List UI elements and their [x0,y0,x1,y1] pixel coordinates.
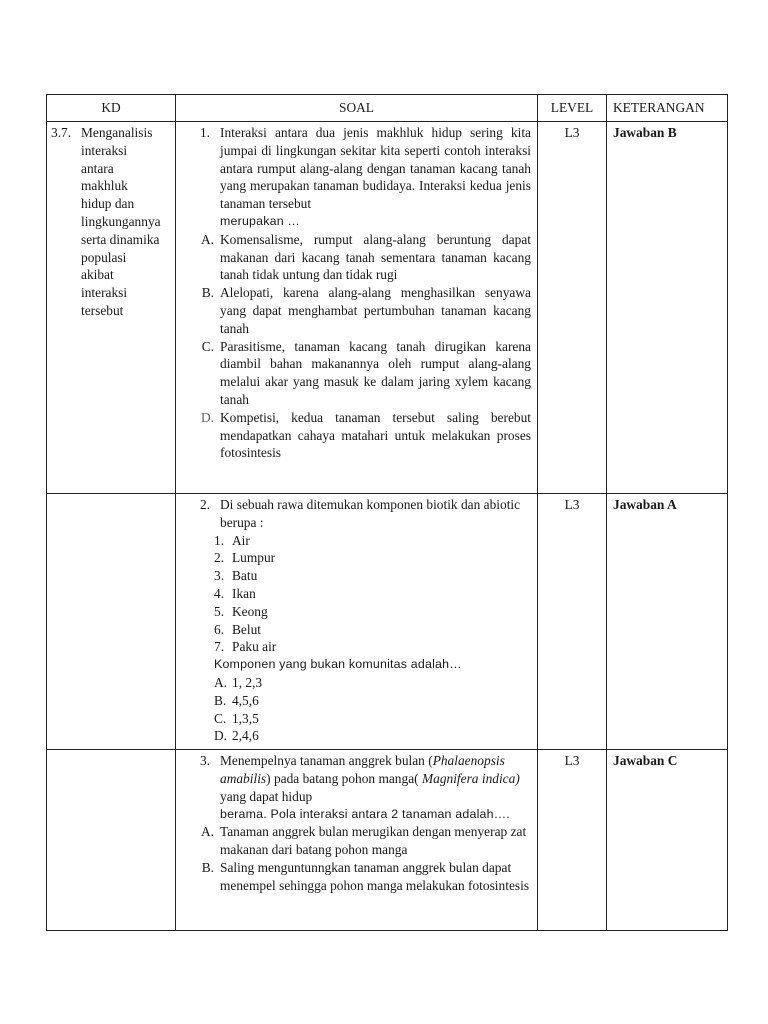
list-item: 2. Lumpur [214,550,276,566]
level-cell: L3 [538,750,607,931]
keterangan-cell: Jawaban C [607,750,728,931]
option-b [194,284,531,337]
option-b: B. 4,5,6 [214,692,259,708]
kd-line: Menganalisis [81,125,153,140]
option-b [194,859,531,895]
kd-line: akibat [81,267,114,283]
question-text: Di sebuah rawa ditemukan komponen biotik dan abiotic berupa : [220,497,521,530]
level-cell: L3 [538,494,607,750]
kd-line: populasi [81,249,127,265]
kd-line: serta dinamika [81,231,160,247]
list-item: 7. Paku air [214,639,277,655]
option-list [214,674,531,745]
option-d: D. 2,4,6 [214,728,259,744]
question-text: Interaksi antara dua jenis makhluk hidup sering kita jumpai di lingkungan sekitar kita seperti contoh interaksi antara rumput alang-alang dengan tanaman kacang tanah yang merupakan tanaman budidaya. Interaksi kedua jenis tanaman tersebut [220,125,531,212]
question-text: Menempelnya tanaman anggrek bulan (Phalaenopsis amabilis) pada batang pohon manga( Magnifera indica) yang dapat hidup berama. Pola interaksi antara 2 tanaman adalah…. [220,752,531,823]
question-table [46,94,728,931]
list-item: 4. Ikan [214,585,256,601]
level-cell: L3 [538,122,607,494]
soal-cell [176,494,538,750]
option-text: Komensalisme, rumput alang-alang beruntung dapat makanan dari kacang tanah sementara tanaman kacang tanah tidak untung dan tidak rugi [220,231,531,283]
list-item: 5. Keong [214,603,268,619]
question [182,124,531,231]
component-list [214,532,531,657]
option-text: Saling menguntunngkan tanaman anggrek bulan dapat menempel sehingga pohon manga melakukan fotosintesis [220,859,530,893]
question [182,496,531,532]
header-keterangan: KETERANGAN [607,95,728,122]
option-letter: C. [201,338,214,354]
species-name: Magnifera indica) [421,770,520,786]
list-item: 6. Belut [214,621,262,637]
kd-number: 3.7. [51,125,72,140]
question [182,752,531,823]
option-letter: A. [200,231,214,247]
table-row [47,494,728,750]
keterangan-cell: Jawaban A [607,494,728,750]
question-number: 2. [199,497,210,512]
option-letter: D. [200,409,214,425]
kd-cell [47,122,176,494]
list-item: 1. Air [214,532,250,548]
kd-line: hidup dan [81,196,135,212]
option-text: Parasitisme, tanaman kacang tanah dirugikan karena diambil bahan makanannya oleh rumput alang-alang melalui akar yang masuk ke dalam jaring xylem kacang tanah [220,338,531,407]
species-name: Phalaenopsis amabilis [220,753,505,786]
option-c [194,338,531,409]
kd-cell-empty [47,494,176,750]
option-letter: A. [200,824,214,840]
option-a: A. 1, 2,3 [214,674,263,690]
option-c: C. 1,3,5 [214,710,259,726]
option-text: Kompetisi, kedua tanaman tersebut saling berebut mendapatkan cahaya matahari untuk melakukan proses fotosintesis [220,409,531,461]
option-letter: B. [201,859,214,875]
question-tail: merupakan … [220,213,301,228]
kd-line: lingkungannya [81,213,161,229]
table-row [47,750,728,931]
question-tail: Komponen yang bukan komunitas adalah… [214,657,462,672]
kd-line: makhluk [81,178,128,194]
header-soal: SOAL [176,95,538,122]
keterangan-cell: Jawaban B [607,122,728,494]
header-level: LEVEL [538,95,607,122]
soal-cell [176,122,538,494]
question-tail: berama. Pola interaksi antara 2 tanaman adalah…. [220,806,510,821]
kd-cell-empty [47,750,176,931]
soal-cell [176,750,538,931]
question-number: 3. [199,753,210,769]
option-a [194,231,531,284]
option-text: Alelopati, karena alang-alang menghasilkan senyawa yang dapat menghambat pertumbuhan tanaman kacang tanah [220,285,531,336]
kd-description [81,124,171,320]
question-number: 1. [199,125,210,140]
list-item: 3. Batu [214,568,258,584]
table-row [47,122,728,494]
kd-line: antara [81,160,114,176]
header-row [47,95,728,122]
kd-line: interaksi [81,142,128,158]
option-text: Tanaman anggrek bulan merugikan dengan menyerap zat makanan dari batang pohon manga [220,824,527,858]
header-kd: KD [47,95,176,122]
kd-line: tersebut [81,302,124,318]
option-letter: B. [201,285,214,301]
option-a [194,823,531,859]
kd-line: interaksi [81,285,128,301]
option-d [194,409,531,462]
